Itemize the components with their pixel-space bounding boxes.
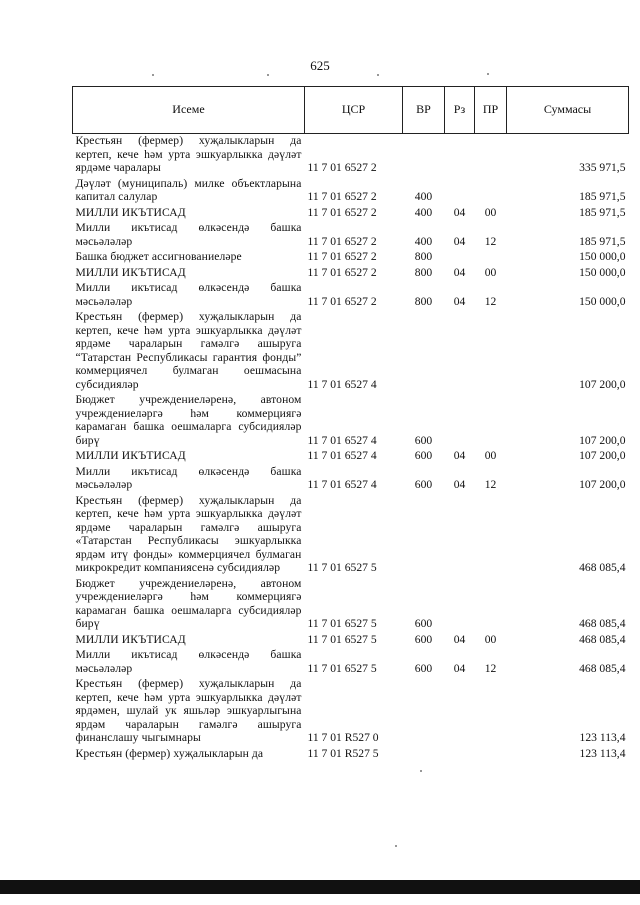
row-csr: 11 7 01 6527 5 (307, 617, 377, 630)
row-rz (445, 177, 475, 206)
row-name: МИЛЛИ ИКЪТИСАД (75, 265, 186, 279)
row-csr: 11 7 01 6527 5 (307, 561, 377, 574)
table-row (73, 250, 629, 266)
row-csr: 11 7 01 R527 5 (307, 746, 379, 760)
row-sum: 468 085,4 (579, 617, 626, 630)
row-pr (475, 250, 507, 266)
row-sum: 468 085,4 (579, 561, 626, 574)
table-row (73, 449, 629, 465)
row-sum: 185 971,5 (579, 190, 626, 203)
column-header-csr: ЦСР (305, 87, 403, 134)
row-vr: 600 (414, 478, 433, 491)
row-csr: 11 7 01 6527 2 (307, 265, 377, 279)
row-sum: 107 200,0 (579, 449, 626, 462)
row-sum: 107 200,0 (579, 377, 626, 391)
table-row (73, 393, 629, 449)
table-row (73, 206, 629, 222)
row-pr: 00 (484, 449, 497, 462)
row-csr: 11 7 01 6527 4 (307, 449, 377, 462)
row-pr: 12 (484, 478, 497, 491)
row-rz (445, 747, 475, 763)
row-pr: 12 (484, 661, 497, 675)
row-name: Бюджет учреждениеләренә, автоном учреждениеләргә һәм коммерциягә карамаган башка оешмаларга субсидияләр бирү (75, 393, 302, 447)
row-vr (403, 677, 445, 747)
table-row (73, 177, 629, 206)
row-vr: 400 (414, 234, 433, 248)
table-row (73, 494, 629, 577)
row-rz (445, 310, 475, 393)
table-row (73, 747, 629, 763)
row-sum: 123 113,4 (579, 746, 626, 760)
scan-speck (152, 74, 154, 76)
row-rz (445, 577, 475, 633)
row-sum: 185 971,5 (579, 234, 626, 248)
row-name: Крестьян (фермер) хуҗалыкларын да кертеп, кече һәм урта эшкуарлыкка дәүләт ярдәме чаралары (75, 134, 302, 174)
row-sum: 150 000,0 (579, 250, 626, 263)
row-name: МИЛЛИ ИКЪТИСАД (75, 632, 186, 646)
row-name: МИЛЛИ ИКЪТИСАД (75, 449, 186, 462)
row-pr: 12 (484, 234, 497, 248)
row-rz: 04 (453, 478, 466, 491)
column-header-rz: Рз (445, 87, 475, 134)
row-vr (403, 747, 445, 763)
row-sum: 150 000,0 (579, 265, 626, 279)
scan-speck (377, 74, 379, 76)
row-rz (445, 677, 475, 747)
row-rz: 04 (453, 632, 466, 646)
row-rz (445, 393, 475, 449)
row-name: Милли икътисад өлкәсендә башка мәсьәләләр (75, 464, 302, 491)
row-sum: 123 113,4 (579, 731, 626, 744)
budget-table (72, 86, 629, 762)
row-csr: 11 7 01 6527 5 (307, 632, 377, 646)
column-header-name: Исеме (73, 87, 305, 134)
row-pr (475, 677, 507, 747)
row-vr: 400 (414, 205, 433, 219)
row-pr (475, 134, 507, 177)
row-rz: 04 (453, 661, 466, 675)
row-name: Крестьян (фермер) хуҗалыкларын да кертеп, кече һәм урта эшкуарлыкка дәүләт ярдәме чараларын гамәлгә ашыруга «Татарстан Республикасы эшкуарлыкка ярдәм итү фонды» коммерциячел булмаган микрокредит компаниясенә субсидияләр (75, 493, 302, 574)
table-row (73, 266, 629, 282)
table-row (73, 577, 629, 633)
row-vr: 800 (414, 294, 433, 308)
row-rz: 04 (453, 265, 466, 279)
row-rz: 04 (453, 294, 466, 308)
row-sum: 468 085,4 (579, 661, 626, 675)
row-csr: 11 7 01 6527 2 (307, 161, 377, 174)
row-vr (403, 310, 445, 393)
scan-bottom-edge (0, 880, 640, 894)
row-name: Милли икътисад өлкәсендә башка мәсьәләләр (75, 648, 302, 675)
table-header-row (73, 87, 629, 134)
table-row (73, 633, 629, 649)
row-pr: 00 (484, 265, 497, 279)
row-csr: 11 7 01 R527 0 (307, 731, 379, 744)
row-csr: 11 7 01 6527 2 (307, 190, 377, 203)
row-sum: 107 200,0 (579, 433, 626, 447)
row-pr (475, 393, 507, 449)
table-row (73, 281, 629, 310)
row-name: Бюджет учреждениеләренә, автоном учреждениеләргә һәм коммерциягә карамаган башка оешмаларга субсидияләр бирү (75, 576, 302, 630)
page-number: 625 (310, 58, 330, 73)
row-vr (403, 134, 445, 177)
row-rz: 04 (453, 449, 466, 462)
row-csr: 11 7 01 6527 2 (307, 250, 377, 263)
row-csr: 11 7 01 6527 4 (307, 433, 377, 447)
row-name: Милли икътисад өлкәсендә башка мәсьәләләр (75, 281, 302, 308)
row-vr: 600 (414, 632, 433, 646)
row-csr: 11 7 01 6527 5 (307, 661, 377, 675)
row-sum: 335 971,5 (579, 161, 626, 174)
table-row (73, 310, 629, 393)
row-pr (475, 747, 507, 763)
row-sum: 150 000,0 (579, 294, 626, 308)
row-name: Крестьян (фермер) хуҗалыкларын да (75, 746, 264, 760)
column-header-sum: Суммасы (507, 87, 629, 134)
row-sum: 107 200,0 (579, 478, 626, 491)
row-vr: 600 (414, 617, 433, 630)
table-row (73, 677, 629, 747)
row-csr: 11 7 01 6527 2 (307, 205, 377, 219)
scan-speck (487, 73, 489, 75)
row-vr: 800 (414, 250, 433, 263)
row-pr (475, 177, 507, 206)
row-csr: 11 7 01 6527 2 (307, 294, 377, 308)
row-rz: 04 (453, 234, 466, 248)
row-name: Башка бюджет ассигнованиеләре (75, 250, 242, 263)
table-row (73, 648, 629, 677)
table-row (73, 134, 629, 177)
row-csr: 11 7 01 6527 4 (307, 478, 377, 491)
row-rz (445, 134, 475, 177)
row-csr: 11 7 01 6527 4 (307, 377, 377, 391)
row-name: Крестьян (фермер) хуҗалыкларын да кертеп, кече һәм урта эшкуарлыкка дәүләт ярдәме чараларын гамәлгә ашыруга “Татарстан Республикасы гарантия фонды” коммерциячел булмаган оешмасына субсидияләр (75, 310, 302, 391)
row-sum: 185 971,5 (579, 205, 626, 219)
row-vr: 800 (414, 265, 433, 279)
row-name: Крестьян (фермер) хуҗалыкларын да кертеп, кече һәм урта эшкуарлыкка дәүләт ярдәмен, шулай ук яшьләр эшкуарлыгына ярдәм чараларын гамәлгә ашыруга финанслашу чыгымнары (75, 677, 302, 744)
row-vr: 600 (414, 449, 433, 462)
table-row (73, 221, 629, 250)
row-csr: 11 7 01 6527 2 (307, 234, 377, 248)
column-header-vr: ВР (403, 87, 445, 134)
row-vr: 600 (414, 433, 433, 447)
row-pr (475, 310, 507, 393)
row-pr: 00 (484, 632, 497, 646)
row-pr (475, 577, 507, 633)
row-vr: 600 (414, 661, 433, 675)
row-rz (445, 250, 475, 266)
scan-speck (267, 74, 269, 76)
row-name: МИЛЛИ ИКЪТИСАД (75, 205, 186, 219)
row-pr: 00 (484, 205, 497, 219)
row-vr (403, 494, 445, 577)
row-name: Дәүләт (муниципаль) милке объектларына капитал салулар (75, 176, 302, 203)
row-pr (475, 494, 507, 577)
row-sum: 468 085,4 (579, 632, 626, 646)
row-name: Милли икътисад өлкәсендә башка мәсьәләләр (75, 221, 302, 248)
row-pr: 12 (484, 294, 497, 308)
scan-speck (395, 845, 397, 847)
row-rz: 04 (453, 205, 466, 219)
row-vr: 400 (414, 190, 433, 203)
table-row (73, 465, 629, 494)
scan-speck (420, 770, 422, 772)
column-header-pr: ПР (475, 87, 507, 134)
row-rz (445, 494, 475, 577)
